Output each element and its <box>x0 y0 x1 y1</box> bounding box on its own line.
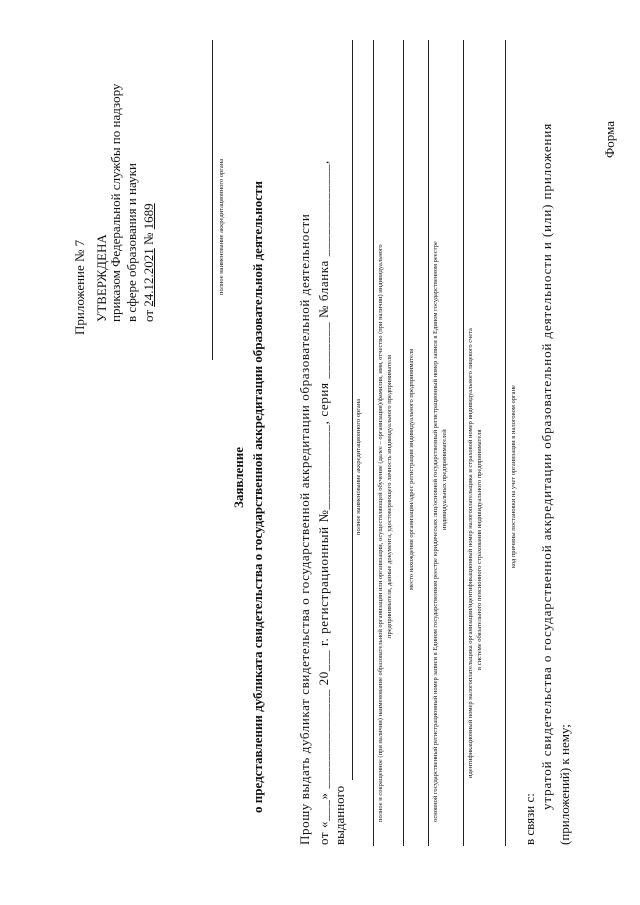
header-approved: УТВЕРЖДЕНА <box>94 234 109 322</box>
caption-4b: индивидуальных предпринимателей <box>441 429 448 530</box>
field-line-5 <box>463 40 464 846</box>
caption-5b: в системе обязательного пенсионного страхования индивидуального предпринимателя <box>476 429 483 670</box>
header-order-number: 1689 <box>141 203 156 230</box>
reason-label: в связи с: <box>522 793 537 845</box>
recipient-caption: полное наименование аккредитационного органа <box>218 158 225 295</box>
title-line2: о представлении дубликата свидетельства о государственной аккредитации образовательной деятельности <box>250 181 265 813</box>
caption-1: полное наименование аккредитационного органа <box>355 398 362 535</box>
reason-line2: (приложений) к нему; <box>557 724 572 845</box>
body-line3: выданного <box>332 785 347 845</box>
reason-line1: утратой свидетельства о государственной аккредитации образовательной деятельности и (или) приложения <box>539 122 554 810</box>
field-line-2 <box>373 40 374 846</box>
header-form-label: Форма <box>602 121 617 158</box>
field-line-3 <box>403 40 404 846</box>
caption-5a: идентификационный номер налогоплательщика организации/идентификационный номер налогоплательщика и страховой номер индивидуального лицевого счета <box>467 328 474 778</box>
caption-3: место нахождения организации/адрес регистрации индивидуального предпринимателя <box>408 348 415 590</box>
header-order-date-line <box>141 203 157 322</box>
title-line1: Заявление <box>231 446 246 508</box>
field-line-4 <box>428 40 429 846</box>
caption-6: код причины постановки на учет организации в налоговом органе <box>510 385 517 568</box>
body-line2: от «___» ______________ 20___ г. регистрационный №____________, серия ________ № бланка _____________, <box>316 160 331 845</box>
caption-4a: основной государственный регистрационный номер записи в Едином государственном реестре юридических лиц/основной государственный регистрационный номер записи в Едином государственном реестре <box>432 241 439 822</box>
header-order-date: 24.12.2021 <box>141 248 156 307</box>
header-order-line1: приказом Федеральной службы по надзору <box>108 83 123 322</box>
body-line1: Прошу выдать дубликат свидетельства о государственной аккредитации образовательной деятельности <box>297 213 312 845</box>
header-order-line2: в сфере образования и науки <box>124 163 139 322</box>
caption-2b: предпринимателя, данные документа, удостоверяющего личность индивидуального предпринимателя <box>386 354 393 638</box>
caption-2a: полное и сокращенное (при наличии) наименование образовательной организации или организации, осуществляющей обучение (далее – организация)/фамилия, имя, отчество (при наличии) индивидуального <box>377 244 384 822</box>
header-order-no-sign: № <box>141 232 156 245</box>
recipient-line <box>212 40 213 360</box>
field-line-1 <box>352 40 353 780</box>
field-line-6 <box>505 40 506 846</box>
header-appendix: Приложение № 7 <box>72 239 87 335</box>
header-order-from: от <box>141 309 156 322</box>
